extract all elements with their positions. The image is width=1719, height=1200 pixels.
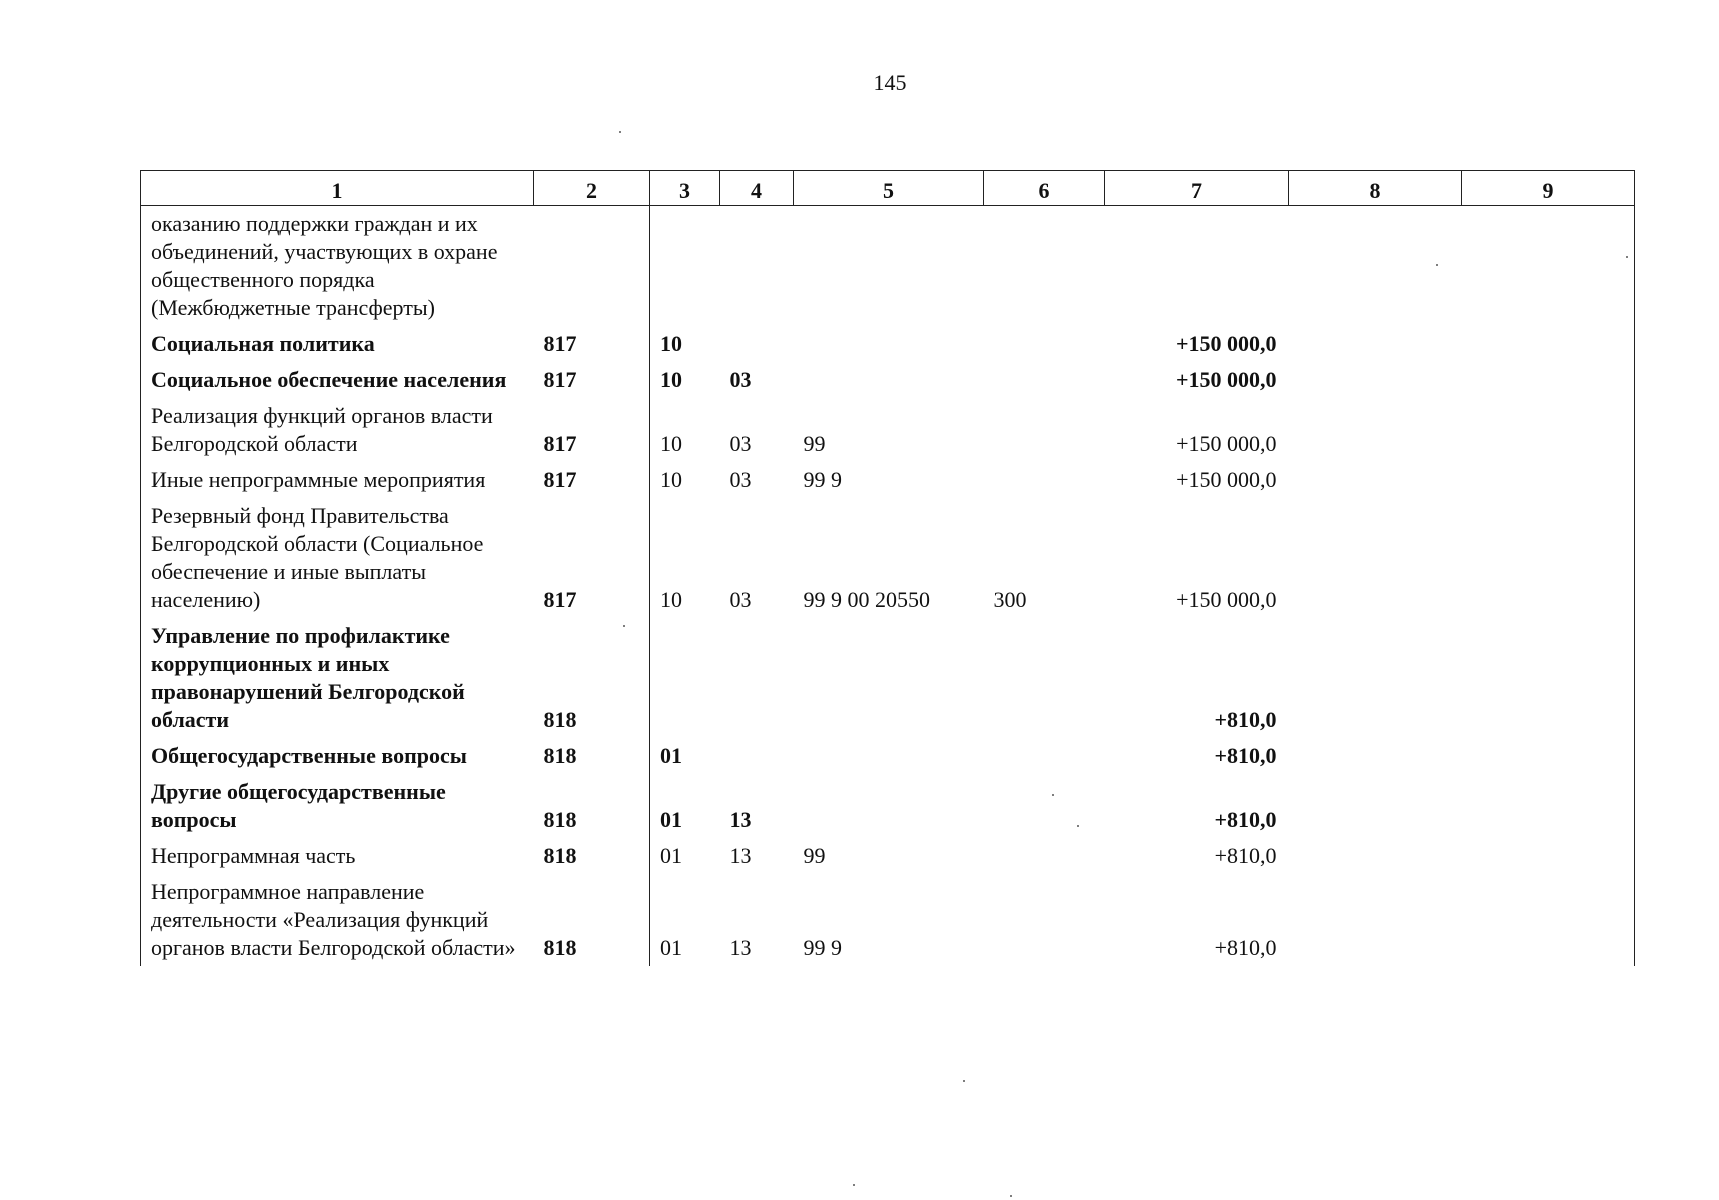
- row-value-cell-2: 817: [534, 462, 650, 498]
- row-value-cell-6: [984, 206, 1105, 327]
- row-value-cell-3: 01: [660, 935, 682, 960]
- row-value-cell-2: 818: [534, 618, 650, 738]
- row-value-cell-6: [984, 362, 1105, 398]
- row-name-cell: Социальная политика: [141, 326, 534, 362]
- row-value-cell-5: [794, 738, 984, 774]
- row-name-cell: Непрограммная часть: [141, 838, 534, 874]
- row-value-cell-7: [1105, 206, 1289, 327]
- row-value-cell-5: 99 9 00 20550: [803, 587, 930, 612]
- row-value-cell-7: +810,0: [1214, 807, 1277, 832]
- row-name-cell: Управление по профилактике коррупционных и иных правонарушений Белгородской области: [141, 618, 534, 738]
- row-name-cell: Реализация функций органов власти Белгородской области: [141, 398, 534, 462]
- row-value-cell-9: [1462, 398, 1635, 462]
- row-value-cell-7: +150 000,0: [1175, 367, 1277, 392]
- row-value-cell-7: +810,0: [1214, 707, 1277, 732]
- row-name-cell: оказанию поддержки граждан и их объединений, участвующих в охране общественного порядка (Межбюджетные трансферты): [141, 206, 534, 327]
- row-name-cell: Иные непрограммные мероприятия: [141, 462, 534, 498]
- row-value-cell-3: 01: [660, 743, 682, 768]
- column-header-2: 2: [534, 171, 650, 206]
- row-value-cell-5: [794, 774, 984, 838]
- row-value-cell-6: 300: [993, 587, 1027, 612]
- row-value-cell-2: 818: [534, 838, 650, 874]
- row-value-cell-8: [1289, 462, 1462, 498]
- row-value-cell-4: 13: [729, 807, 752, 832]
- row-value-cell-2: 817: [534, 362, 650, 398]
- row-value-cell-8: [1289, 362, 1462, 398]
- row-value-cell-4: [720, 738, 794, 774]
- column-header-4: 4: [720, 171, 794, 206]
- row-value-cell-5: [794, 326, 984, 362]
- row-value-cell-2: 817: [534, 498, 650, 618]
- row-value-cell-7: +810,0: [1214, 743, 1277, 768]
- row-value-cell-3: 10: [660, 367, 682, 392]
- table-row: [141, 326, 1635, 362]
- row-value-cell-7: +810,0: [1214, 935, 1277, 960]
- row-value-cell-3: 01: [660, 843, 682, 868]
- row-value-cell-4: 03: [729, 467, 752, 492]
- column-header-8: 8: [1289, 171, 1462, 206]
- row-value-cell-7: +150 000,0: [1176, 587, 1277, 612]
- row-value-cell-9: [1462, 738, 1635, 774]
- table-row: [141, 774, 1635, 838]
- row-value-cell-6: [984, 398, 1105, 462]
- row-value-cell-8: [1289, 326, 1462, 362]
- row-value-cell-9: [1462, 206, 1635, 327]
- row-value-cell-2: 818: [534, 874, 650, 966]
- row-value-cell-2: [534, 206, 650, 327]
- table-row: [141, 206, 1635, 327]
- row-value-cell-9: [1462, 618, 1635, 738]
- row-value-cell-6: [984, 618, 1105, 738]
- row-value-cell-4: 13: [729, 935, 752, 960]
- row-value-cell-5: [794, 206, 984, 327]
- row-value-cell-8: [1289, 618, 1462, 738]
- row-value-cell-7: +150 000,0: [1176, 431, 1277, 456]
- table-body: [141, 206, 1635, 967]
- row-value-cell-8: [1289, 874, 1462, 966]
- row-value-cell-6: [984, 874, 1105, 966]
- row-value-cell-8: [1289, 774, 1462, 838]
- row-value-cell-2: 817: [534, 398, 650, 462]
- table-row: [141, 362, 1635, 398]
- row-value-cell-3: 10: [660, 331, 682, 356]
- column-number-header: [141, 171, 1635, 206]
- column-header-5: 5: [794, 171, 984, 206]
- row-name-cell: Социальное обеспечение населения: [141, 362, 534, 398]
- row-value-cell-5: [794, 618, 984, 738]
- row-value-cell-2: 818: [534, 774, 650, 838]
- row-value-cell-5: 99 9: [803, 467, 842, 492]
- row-value-cell-8: [1289, 838, 1462, 874]
- table-row: [141, 498, 1635, 618]
- row-value-cell-4: 03: [729, 587, 752, 612]
- table-row: [141, 462, 1635, 498]
- row-value-cell-9: [1462, 874, 1635, 966]
- column-header-6: 6: [984, 171, 1105, 206]
- table-row: [141, 398, 1635, 462]
- row-value-cell-7: +150 000,0: [1175, 331, 1277, 356]
- row-value-cell-4: 03: [729, 367, 752, 392]
- row-value-cell-3: 01: [660, 807, 682, 832]
- row-value-cell-4: [720, 618, 794, 738]
- row-value-cell-5: 99 9: [803, 935, 842, 960]
- table-row: [141, 738, 1635, 774]
- row-value-cell-6: [984, 462, 1105, 498]
- row-value-cell-8: [1289, 398, 1462, 462]
- row-value-cell-9: [1462, 498, 1635, 618]
- page-number: 145: [873, 70, 907, 95]
- row-value-cell-5: [794, 362, 984, 398]
- row-value-cell-4: [720, 326, 794, 362]
- row-value-cell-2: 817: [534, 326, 650, 362]
- row-name-cell: Другие общегосударственные вопросы: [141, 774, 534, 838]
- row-value-cell-9: [1462, 462, 1635, 498]
- budget-table: [140, 170, 1635, 966]
- row-value-cell-7: +810,0: [1214, 843, 1277, 868]
- table-row: [141, 838, 1635, 874]
- row-value-cell-9: [1462, 362, 1635, 398]
- row-value-cell-5: 99: [803, 431, 826, 456]
- row-value-cell-7: +150 000,0: [1176, 467, 1277, 492]
- row-value-cell-9: [1462, 326, 1635, 362]
- row-value-cell-6: [984, 774, 1105, 838]
- row-value-cell-4: [720, 206, 794, 327]
- row-value-cell-3: 10: [660, 431, 682, 456]
- row-value-cell-6: [984, 738, 1105, 774]
- row-value-cell-4: 13: [729, 843, 752, 868]
- row-value-cell-8: [1289, 498, 1462, 618]
- row-value-cell-9: [1462, 774, 1635, 838]
- row-value-cell-6: [984, 326, 1105, 362]
- row-value-cell-5: 99: [803, 843, 826, 868]
- column-header-9: 9: [1462, 171, 1635, 206]
- column-header-3: 3: [650, 171, 720, 206]
- row-value-cell-3: 10: [660, 587, 682, 612]
- table-row: [141, 618, 1635, 738]
- table-row: [141, 874, 1635, 966]
- row-value-cell-3: [650, 618, 720, 738]
- row-name-cell: Резервный фонд Правительства Белгородской области (Социальное обеспечение и иные выплаты населению): [141, 498, 534, 618]
- row-value-cell-4: 03: [729, 431, 752, 456]
- row-value-cell-3: 10: [660, 467, 682, 492]
- row-value-cell-6: [984, 838, 1105, 874]
- row-name-cell: Общегосударственные вопросы: [141, 738, 534, 774]
- row-value-cell-2: 818: [534, 738, 650, 774]
- column-header-7: 7: [1105, 171, 1289, 206]
- row-value-cell-8: [1289, 738, 1462, 774]
- row-value-cell-9: [1462, 838, 1635, 874]
- column-header-1: 1: [141, 171, 534, 206]
- row-name-cell: Непрограммное направление деятельности «Реализация функций органов власти Белгородской области»: [141, 874, 534, 966]
- row-value-cell-3: [650, 206, 720, 327]
